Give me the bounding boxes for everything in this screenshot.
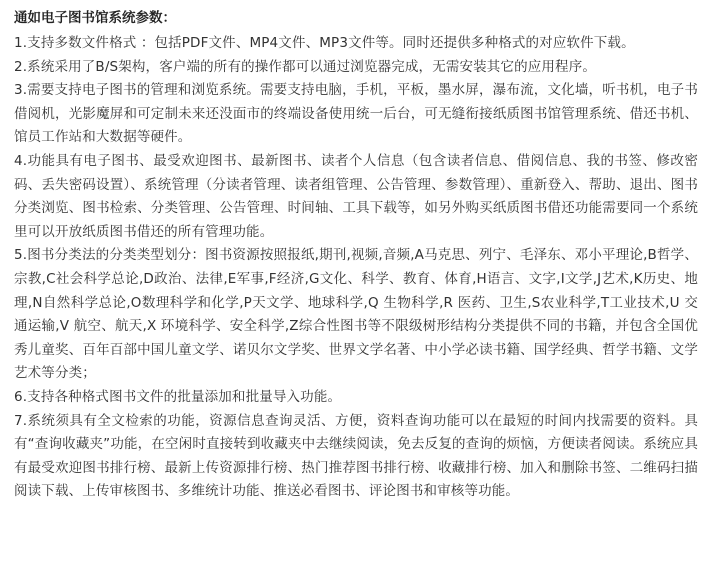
paragraph-4: 4.功能具有电子图书、最受欢迎图书、最新图书、读者个人信息（包含读者信息、借阅信息、我的书签、修改密码、丢失密码设置）、系统管理（分读者管理、读者组管理、公告管理、参数管理）、重新登入、帮助、退出、图书分类浏览、图书检索、分类管理、公告管理、时间轴、工具下载等，如另外购买纸质图书借还功能需要同一个系统里可以开放纸质图书借还的所有管理功能。 — [14, 152, 698, 240]
paragraph-6: 6.支持各种格式图书文件的批量添加和批量导入功能。 — [14, 388, 342, 405]
paragraph-3: 3.需要支持电子图书的管理和浏览系统。需要支持电脑，手机，平板，墨水屏，瀑布流，文化墙，听书机，电子书借阅机，光影魔屏和可定制未来还没面市的终端设备使用统一后台，可无缝衔接纸质图书馆管理系统、借还书机、馆员工作站和大数据等硬件。 — [14, 82, 698, 146]
paragraph-5: 5.图书分类法的分类类型划分：图书资源按照报纸,期刊,视频,音频,A马克思、列宁、毛泽东、邓小平理论,B哲学、宗教,C社会科学总论,D政治、法律,E军事,F经济,G文化、科学、教育、体育,H语言、文字,I文学,J艺术,K历史、地理,N自然科学总论,O数理科学和化学,P天文学、地球科学,Q 生物科学,R 医药、卫生,S农业科学,T工业技术,U 交通运输,V 航空、航天,X 环境科学、安全科学,Z综合性图书等不限级树形结构分类提供不同的书籍，并包含全国优秀儿童奖、百年百部中国儿童文学、诺贝尔文学奖、世界文学名著、中小学必读书籍、国学经典、哲学书籍、文学艺术等分类； — [14, 247, 698, 382]
paragraph-1: 1.支持多数文件格式 ：包括PDF文件、MP4文件、MP3文件等。同时还提供多种格式的对应软件下载。 — [14, 35, 635, 51]
document-title: 通如电子图书馆系统参数： — [14, 10, 176, 26]
paragraph-2: 2.系统采用了B/S架构，客户端的所有的操作都可以通过浏览器完成，无需安装其它的应用程序。 — [14, 58, 597, 75]
paragraph-7: 7.系统须具有全文检索的功能，资源信息查询灵活、方便，资料查询功能可以在最短的时间内找需要的资料。具有“查询收藏夹”功能，在空闲时直接转到收藏夹中去继续阅读，免去反复的查询的烦恼，方便读者阅读。系统应具有最受欢迎图书排行榜、最新上传资源排行榜、热门推荐图书排行榜、收藏排行榜、加入和删除书签、二维码扫描阅读下载、上传审核图书、多维统计功能、推送必看图书、评论图书和审核等功能。 — [14, 412, 698, 500]
